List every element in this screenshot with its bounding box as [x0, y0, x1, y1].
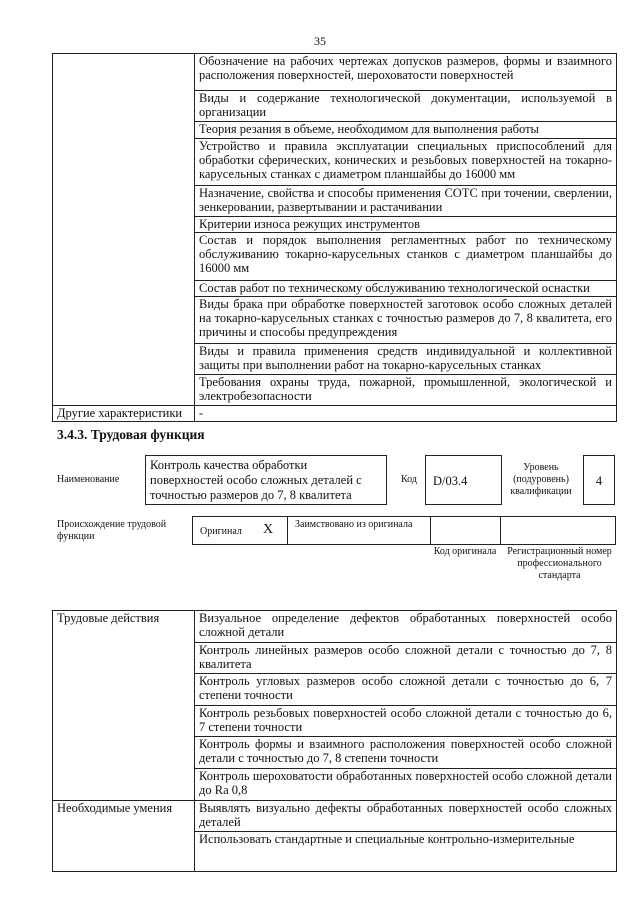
knowledge-item: Виды и содержание технологической документации, используемой в организации	[195, 91, 617, 122]
other-characteristics-value: -	[195, 406, 617, 422]
reg-number-caption: Регистрационный номер профессионального стандарта	[507, 546, 612, 581]
labor-action-item: Визуальное определение дефектов обработанных поверхностей особо сложной детали	[195, 611, 617, 643]
code-box: D/03.4	[425, 455, 502, 505]
labor-action-item: Контроль шероховатости обработанных поверхностей особо сложной детали до Ra 0,8	[195, 769, 617, 801]
original-label: Оригинал	[200, 526, 242, 537]
knowledge-item: Устройство и правила эксплуатации специальных приспособлений для обработки сферических, конических и резьбовых поверхностей на токарно-карусельных станках с диаметром планшайбы до 16000 мм	[195, 139, 617, 186]
origin-divider	[430, 516, 431, 545]
labor-actions-table	[52, 610, 617, 872]
knowledge-item: Назначение, свойства и способы применения СОТС при точении, сверлении, зенкеровании, развертывании и растачивании	[195, 186, 617, 217]
knowledge-item: Критерии износа режущих инструментов	[195, 217, 617, 233]
level-label: Уровень (подуровень) квалификации	[510, 462, 572, 497]
knowledge-table	[52, 53, 617, 422]
code-label: Код	[401, 474, 417, 485]
name-label: Наименование	[57, 474, 120, 485]
knowledge-item: Требования охраны труда, пожарной, промышленной, экологической и электробезопасности	[195, 375, 617, 406]
labor-action-item: Контроль линейных размеров особо сложной детали с точностью до 7, 8 квалитета	[195, 643, 617, 674]
knowledge-item: Виды и правила применения средств индивидуальной и коллективной защиты при выполнении работ на токарно-карусельных станках	[195, 344, 617, 375]
labor-actions-label: Трудовые действия	[53, 611, 195, 801]
origin-divider	[500, 516, 501, 545]
skill-item: Использовать стандартные и специальные контрольно-измерительные	[195, 832, 617, 872]
knowledge-item: Состав и порядок выполнения регламентных работ по техническому обслуживанию токарно-карусельных станков с диаметром планшайбы до 16000 мм	[195, 233, 617, 281]
skill-item: Выявлять визуально дефекты обработанных поверхностей особо сложных деталей	[195, 801, 617, 832]
knowledge-item: Состав работ по техническому обслуживанию технологической оснастки	[195, 281, 617, 297]
labor-action-item: Контроль угловых размеров особо сложной детали с точностью до 6, 7 степени точности	[195, 674, 617, 706]
function-name-box: Контроль качества обработки поверхностей особо сложных деталей с точностью размеров до 7, 8 квалитета	[145, 455, 387, 505]
other-characteristics-label: Другие характеристики	[53, 406, 195, 422]
knowledge-label-cell	[53, 54, 195, 406]
code-original-caption: Код оригинала	[433, 546, 497, 557]
knowledge-item: Виды брака при обработке поверхностей заготовок особо сложных деталей на токарно-карусельных станках с точностью размеров до 7, 8 квалитета, его причины и способы предупреждения	[195, 297, 617, 344]
labor-action-item: Контроль резьбовых поверхностей особо сложной детали с точностью до 6, 7 степени точности	[195, 706, 617, 737]
section-title: 3.4.3. Трудовая функция	[57, 427, 205, 442]
knowledge-item: Теория резания в объеме, необходимом для выполнения работы	[195, 122, 617, 139]
labor-action-item: Контроль формы и взаимного расположения поверхностей особо сложной детали с точностью до 7, 8 степени точности	[195, 737, 617, 769]
knowledge-item: Обозначение на рабочих чертежах допусков размеров, формы и взаимного расположения поверхностей, шероховатости поверхностей	[195, 54, 617, 91]
origin-divider	[287, 516, 288, 545]
borrowed-label: Заимствовано из оригинала	[295, 519, 413, 530]
skills-label: Необходимые умения	[53, 801, 195, 872]
page-number: 35	[314, 34, 326, 48]
original-mark: X	[263, 522, 274, 537]
level-box: 4	[583, 455, 615, 505]
origin-label: Происхождение трудовой функции	[57, 519, 167, 542]
